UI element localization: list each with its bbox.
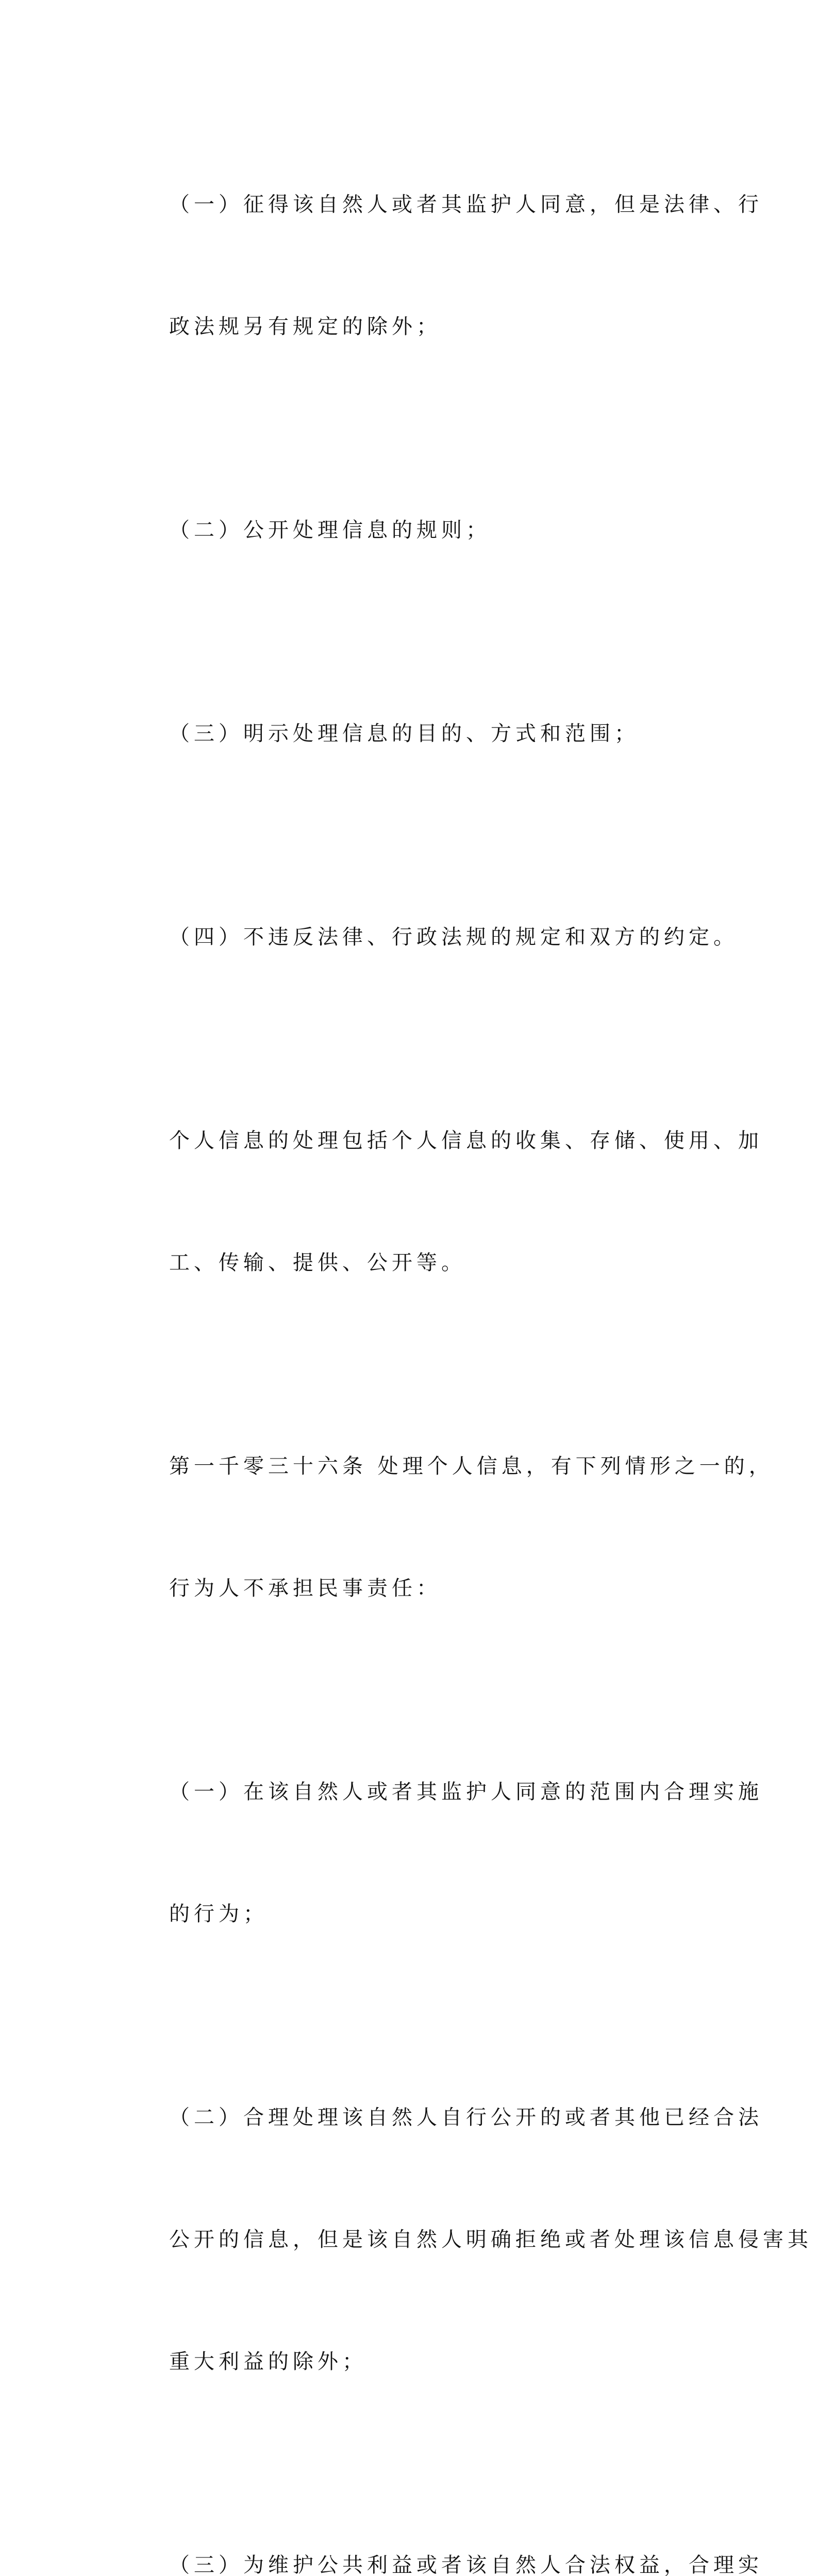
- text-line: 公开的信息，但是该自然人明确拒绝或者处理该信息侵害其: [169, 2228, 812, 2251]
- text-line: （三）为维护公共利益或者该自然人合法权益，合理实: [169, 2553, 763, 2576]
- paragraph-clause-2: [124, 429, 697, 632]
- text-line: （四）不违反法律、行政法规的规定和双方的约定。: [169, 925, 738, 949]
- text-line: 政法规另有规定的除外；: [169, 315, 441, 338]
- document-body: [124, 103, 812, 2576]
- paragraph-clause-4: [124, 836, 738, 1039]
- text-line: 的行为；: [169, 1902, 268, 1926]
- text-line: 个人信息的处理包括个人信息的收集、存储、使用、加: [169, 1129, 763, 1153]
- text-line: （二）合理处理该自然人自行公开的或者其他已经合法: [169, 2106, 763, 2129]
- text-line: （三）明示处理信息的目的、方式和范围；: [169, 722, 639, 745]
- text-line: （一）在该自然人或者其监护人同意的范围内合理实施: [169, 1780, 763, 1804]
- text-line: （二）公开处理信息的规则；: [169, 518, 491, 542]
- text-line: 行为人不承担民事责任：: [169, 1577, 441, 1600]
- text-line: 重大利益的除外；: [169, 2350, 367, 2374]
- paragraph-clause-1: [124, 103, 763, 429]
- text-line: 第一千零三十六条 处理个人信息，有下列情形之一的，: [169, 1454, 774, 1478]
- text-line: 工、传输、提供、公开等。: [169, 1251, 466, 1275]
- paragraph-article-1036-item-2: [124, 2016, 812, 2464]
- text-line: （一）征得该自然人或者其监护人同意，但是法律、行: [169, 193, 763, 216]
- paragraph-processing-definition: [124, 1039, 763, 1365]
- paragraph-clause-3: [124, 632, 697, 836]
- paragraph-article-1036-item-3: [124, 2464, 763, 2576]
- paragraph-article-1036-item-1: [124, 1690, 763, 2016]
- paragraph-article-1036: [124, 1365, 774, 1690]
